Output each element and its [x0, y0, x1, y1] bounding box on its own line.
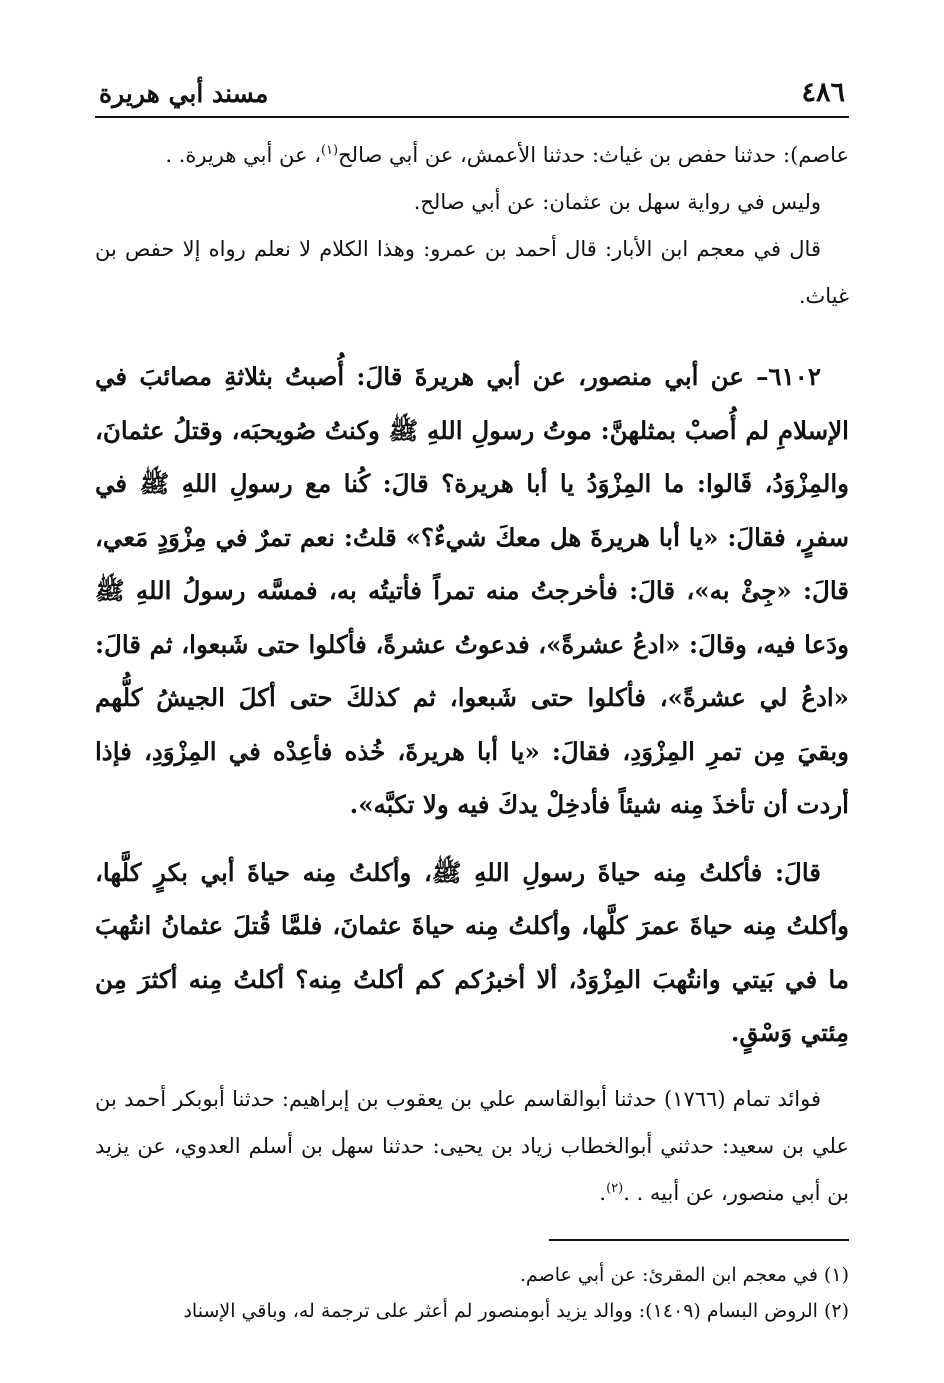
footnote-separator — [549, 1239, 849, 1241]
book-page — [95, 70, 849, 1343]
paragraph-text-end: . — [599, 1180, 607, 1205]
paragraph-text: فوائد تمام (١٧٦٦) حدثنا أبوالقاسم علي بن يعقوب بن إبراهيم: حدثنا أبوبكر أحمد بن علي بن سعيد: حدثني أبوالخطاب زياد بن يحيى: حدثنا سهل بن أسلم العدوي، عن يزيد بن أبي منصور، عن أبيه . . — [95, 1086, 849, 1205]
paragraph-fawaid-tammam — [95, 1076, 849, 1217]
footnote-ref-2: (٢) — [606, 1180, 624, 1196]
running-title: مسند أبي هريرة — [99, 79, 269, 108]
hadith-6102-continuation: قالَ: فأكلتُ مِنه حياةَ رسولِ اللهِ ﷺ، وأكلتُ مِنه حياةَ أبي بكرٍ كلَّها، وأكلتُ مِنه حياةَ عمرَ كلَّها، وأكلتُ مِنه حياةَ عثمانَ، فلمَّا قُتلَ عثمانُ انتُهبَ ما في بَيتي وانتُهبَ المِزْوَدُ، ألا أخبرُكم كم أكلتُ مِنه؟ أكلتُ مِنه أكثرَ مِن مِئتي وَسْقٍ. — [95, 857, 849, 1047]
page-header — [95, 70, 849, 118]
paragraph-isnad-continuation — [95, 132, 849, 179]
paragraph-muajam-note: قال في معجم ابن الأبار: قال أحمد بن عمرو: وهذا الكلام لا نعلم رواه إلا حفص بن غياث. — [95, 237, 849, 308]
paragraph-riwaya-note: وليس في رواية سهل بن عثمان: عن أبي صالح. — [413, 190, 821, 214]
page-number: ٤٨٦ — [801, 77, 845, 108]
footnote-ref-1: (١) — [320, 143, 339, 158]
footnote-2: (٢) الروض البسام (١٤٠٩): ووالد يزيد أبومنصور لم أعثر على ترجمة له، وباقي الإسناد — [183, 1299, 849, 1322]
footnote-1: (١) في معجم ابن المقرئ: عن أبي عاصم. — [519, 1263, 849, 1286]
paragraph-text-end: ، عن أبي هريرة. . — [165, 143, 321, 167]
footnotes — [95, 1257, 849, 1329]
paragraph-text: عاصم): حدثنا حفص بن غياث: حدثنا الأعمش، عن أبي صالح — [338, 143, 849, 167]
hadith-6102-text: ٦١٠٢– عن أبي منصور، عن أبي هريرةَ قالَ: أُصبتُ بثلاثةِ مصائبَ في الإسلامِ لم أُصبْ بمثلهنَّ: موتُ رسولِ اللهِ ﷺ وكنتُ صُويحبَه، وقتلُ عثمانَ، والمِزْوَدُ، قَالوا: ما المِزْوَدُ يا أبا هريرة؟ قالَ: كُنا مع رسولِ اللهِ ﷺ في سفرٍ، فقالَ: «يا أبا هريرةَ هل معكَ شيءٌ؟» قلتُ: نعم تمرٌ في مِزْوَدٍ مَعي، قالَ: «جِئْ به»، قالَ: فأخرجتُ منه تمراً فأتيتُه به، فمسَّه رسولُ اللهِ ﷺ ودَعا فيه، وقالَ: «ادعُ عشرةً»، فدعوتُ عشرةً، فأكلوا حتى شَبعوا، ثم قالَ: «ادعُ لي عشرةً»، فأكلوا حتى شَبعوا، ثم كذلكَ حتى أكلَ الجيشُ كلُّهم وبقيَ مِن تمرِ المِزْوَدِ، فقالَ: «يا أبا هريرةَ، خُذه فأعِدْه في المِزْوَدِ، فإذا أردت أن تأخذَ مِنه شيئاً فأدخِلْ يدكَ فيه ولا تكبَّه». — [95, 362, 849, 819]
